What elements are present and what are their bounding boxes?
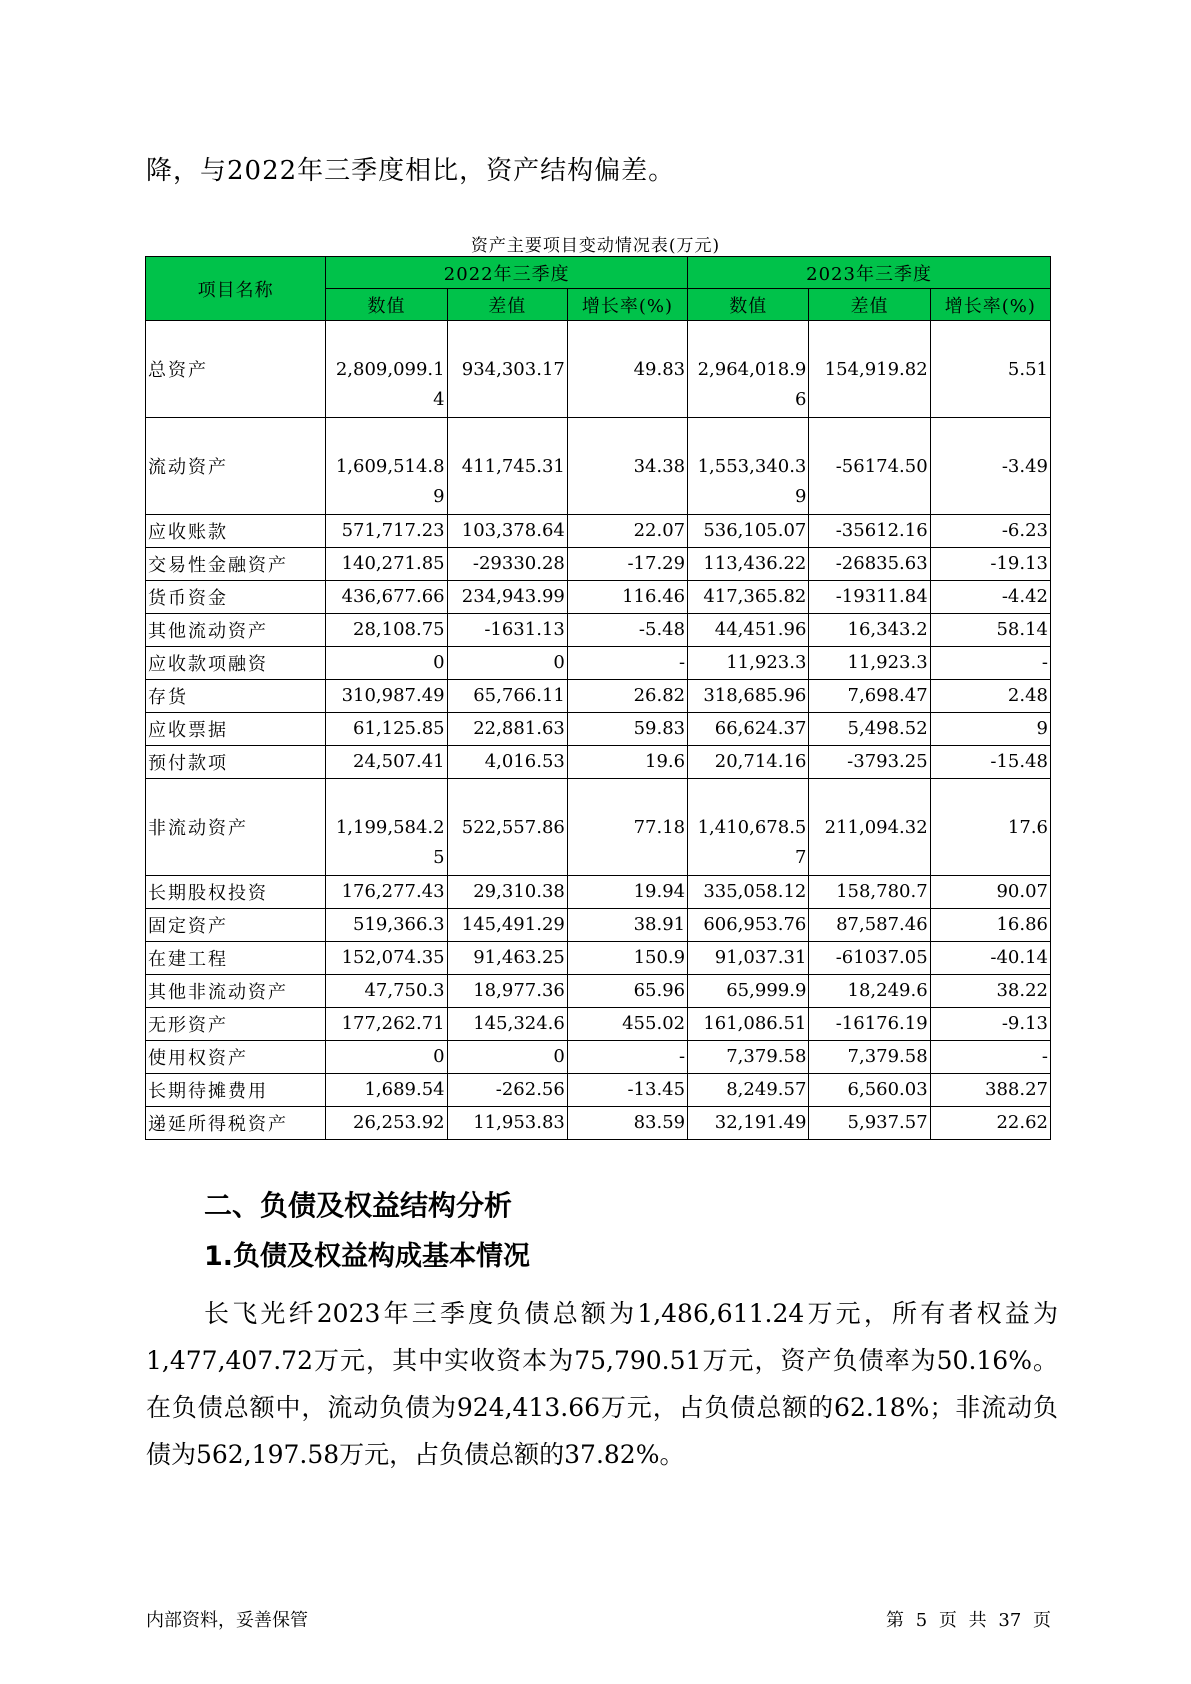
cell-growth-2022: -13.45: [567, 1074, 687, 1107]
cell-growth-2022: -17.29: [567, 548, 687, 581]
cell-growth-2022: 59.83: [567, 713, 687, 746]
cell-growth-2022: 34.38: [567, 418, 687, 515]
cell-growth-2022: 26.82: [567, 680, 687, 713]
cell-diff-2022: 145,324.6: [447, 1008, 567, 1041]
cell-value-2022: 310,987.49: [326, 680, 447, 713]
table-row: [146, 942, 1051, 975]
row-item-name: 应收票据: [146, 713, 326, 746]
row-item-name: 应收款项融资: [146, 647, 326, 680]
row-item-name: 递延所得税资产: [146, 1107, 326, 1140]
cell-growth-2023: 90.07: [930, 876, 1050, 909]
row-item-name: 其他非流动资产: [146, 975, 326, 1008]
cell-diff-2023: -26835.63: [809, 548, 930, 581]
cell-growth-2022: 19.94: [567, 876, 687, 909]
header-growth-2022: 增长率(%): [567, 289, 687, 321]
cell-value-2023: 7,379.58: [688, 1041, 809, 1074]
cell-value-2022: 176,277.43: [326, 876, 447, 909]
cell-value-2022: 1,199,584.25: [326, 779, 447, 876]
intro-text: 降，与2022年三季度相比，资产结构偏差。: [146, 156, 676, 186]
cell-growth-2023: 388.27: [930, 1074, 1050, 1107]
cell-diff-2023: 87,587.46: [809, 909, 930, 942]
table-row: [146, 975, 1051, 1008]
row-item-name: 固定资产: [146, 909, 326, 942]
cell-growth-2023: -40.14: [930, 942, 1050, 975]
cell-value-2023: 536,105.07: [688, 515, 809, 548]
header-period-2023: 2023年三季度: [688, 257, 1051, 289]
table-row: [146, 713, 1051, 746]
cell-diff-2022: 522,557.86: [447, 779, 567, 876]
table-row: [146, 680, 1051, 713]
table-row: [146, 548, 1051, 581]
cell-value-2023: 318,685.96: [688, 680, 809, 713]
cell-diff-2023: -19311.84: [809, 581, 930, 614]
table-title: 资产主要项目变动情况表(万元): [470, 236, 721, 256]
cell-growth-2023: -: [930, 647, 1050, 680]
cell-value-2022: 140,271.85: [326, 548, 447, 581]
cell-diff-2022: 4,016.53: [447, 746, 567, 779]
cell-growth-2023: 58.14: [930, 614, 1050, 647]
row-item-name: 长期待摊费用: [146, 1074, 326, 1107]
cell-value-2022: 571,717.23: [326, 515, 447, 548]
table-row: [146, 614, 1051, 647]
cell-diff-2022: 0: [447, 1041, 567, 1074]
cell-growth-2023: 2.48: [930, 680, 1050, 713]
body-paragraph: 长飞光纤2023年三季度负债总额为1,486,611.24万元，所有者权益为1,477,407.72万元，其中实收资本为75,790.51万元，资产负债率为50.16%。在负债总额中，流动负债为924,413.66万元，占负债总额的62.18%；非流动负债为562,197.58万元，占负债总额的37.82%。: [146, 1299, 1058, 1469]
cell-growth-2022: 83.59: [567, 1107, 687, 1140]
cell-value-2022: 1,609,514.89: [326, 418, 447, 515]
row-item-name: 货币资金: [146, 581, 326, 614]
cell-growth-2023: 22.62: [930, 1107, 1050, 1140]
cell-diff-2022: 234,943.99: [447, 581, 567, 614]
cell-value-2022: 28,108.75: [326, 614, 447, 647]
cell-growth-2023: 9: [930, 713, 1050, 746]
cell-growth-2022: 38.91: [567, 909, 687, 942]
cell-diff-2022: 145,491.29: [447, 909, 567, 942]
row-item-name: 使用权资产: [146, 1041, 326, 1074]
table-body: [146, 321, 1051, 1140]
cell-value-2022: 0: [326, 647, 447, 680]
cell-diff-2023: 7,379.58: [809, 1041, 930, 1074]
header-row-1: [146, 257, 1051, 289]
cell-diff-2022: 103,378.64: [447, 515, 567, 548]
subsection-heading: 1.负债及权益构成基本情况: [204, 1241, 531, 1272]
table-row: [146, 515, 1051, 548]
cell-value-2023: 2,964,018.96: [688, 321, 809, 418]
cell-growth-2022: 19.6: [567, 746, 687, 779]
cell-diff-2023: 7,698.47: [809, 680, 930, 713]
row-item-name: 预付款项: [146, 746, 326, 779]
cell-value-2022: 152,074.35: [326, 942, 447, 975]
cell-diff-2022: 11,953.83: [447, 1107, 567, 1140]
row-item-name: 总资产: [146, 321, 326, 418]
row-item-name: 在建工程: [146, 942, 326, 975]
cell-growth-2023: -9.13: [930, 1008, 1050, 1041]
cell-growth-2023: -3.49: [930, 418, 1050, 515]
cell-diff-2023: 158,780.7: [809, 876, 930, 909]
row-item-name: 应收账款: [146, 515, 326, 548]
header-diff-2022: 差值: [447, 289, 567, 321]
cell-growth-2022: 22.07: [567, 515, 687, 548]
cell-diff-2023: -35612.16: [809, 515, 930, 548]
footer-page-number: 第 5 页 共 37 页: [886, 1610, 1051, 1631]
row-item-name: 存货: [146, 680, 326, 713]
cell-diff-2023: 16,343.2: [809, 614, 930, 647]
cell-diff-2022: 65,766.11: [447, 680, 567, 713]
header-value-2023: 数值: [688, 289, 809, 321]
cell-growth-2022: 77.18: [567, 779, 687, 876]
table-row: [146, 581, 1051, 614]
cell-growth-2023: -15.48: [930, 746, 1050, 779]
cell-value-2023: 66,624.37: [688, 713, 809, 746]
cell-growth-2023: 38.22: [930, 975, 1050, 1008]
cell-diff-2023: 6,560.03: [809, 1074, 930, 1107]
cell-value-2022: 24,507.41: [326, 746, 447, 779]
cell-diff-2023: -3793.25: [809, 746, 930, 779]
cell-growth-2022: -: [567, 1041, 687, 1074]
cell-diff-2022: 934,303.17: [447, 321, 567, 418]
cell-value-2023: 113,436.22: [688, 548, 809, 581]
cell-diff-2023: -56174.50: [809, 418, 930, 515]
cell-value-2022: 177,262.71: [326, 1008, 447, 1041]
cell-value-2023: 606,953.76: [688, 909, 809, 942]
cell-growth-2022: 116.46: [567, 581, 687, 614]
table-row: [146, 1041, 1051, 1074]
cell-diff-2023: -16176.19: [809, 1008, 930, 1041]
table-row: [146, 418, 1051, 515]
cell-value-2023: 91,037.31: [688, 942, 809, 975]
cell-value-2022: 519,366.3: [326, 909, 447, 942]
cell-diff-2022: 29,310.38: [447, 876, 567, 909]
cell-diff-2023: 5,937.57: [809, 1107, 930, 1140]
cell-growth-2022: 150.9: [567, 942, 687, 975]
cell-growth-2022: -5.48: [567, 614, 687, 647]
header-diff-2023: 差值: [809, 289, 930, 321]
cell-diff-2022: 18,977.36: [447, 975, 567, 1008]
cell-growth-2023: 16.86: [930, 909, 1050, 942]
cell-growth-2023: -4.42: [930, 581, 1050, 614]
cell-value-2022: 61,125.85: [326, 713, 447, 746]
cell-value-2023: 1,410,678.57: [688, 779, 809, 876]
cell-growth-2022: 65.96: [567, 975, 687, 1008]
section-heading: 二、负债及权益结构分析: [204, 1189, 513, 1222]
cell-value-2023: 8,249.57: [688, 1074, 809, 1107]
cell-diff-2023: 154,919.82: [809, 321, 930, 418]
header-item-name: 项目名称: [146, 257, 326, 321]
cell-value-2022: 1,689.54: [326, 1074, 447, 1107]
cell-value-2023: 44,451.96: [688, 614, 809, 647]
cell-value-2023: 417,365.82: [688, 581, 809, 614]
table-row: [146, 1107, 1051, 1140]
cell-growth-2022: -: [567, 647, 687, 680]
table-row: [146, 321, 1051, 418]
cell-diff-2022: 411,745.31: [447, 418, 567, 515]
cell-value-2022: 0: [326, 1041, 447, 1074]
assets-change-table: [145, 256, 1051, 1140]
cell-value-2022: 436,677.66: [326, 581, 447, 614]
cell-growth-2023: -19.13: [930, 548, 1050, 581]
cell-diff-2023: 5,498.52: [809, 713, 930, 746]
cell-diff-2022: -29330.28: [447, 548, 567, 581]
table-row: [146, 647, 1051, 680]
cell-growth-2023: -: [930, 1041, 1050, 1074]
cell-growth-2022: 455.02: [567, 1008, 687, 1041]
cell-diff-2022: 22,881.63: [447, 713, 567, 746]
cell-value-2022: 47,750.3: [326, 975, 447, 1008]
header-growth-2023: 增长率(%): [930, 289, 1050, 321]
row-item-name: 无形资产: [146, 1008, 326, 1041]
cell-value-2022: 26,253.92: [326, 1107, 447, 1140]
cell-diff-2023: 211,094.32: [809, 779, 930, 876]
cell-diff-2022: 91,463.25: [447, 942, 567, 975]
cell-growth-2022: 49.83: [567, 321, 687, 418]
row-item-name: 非流动资产: [146, 779, 326, 876]
cell-diff-2023: -61037.05: [809, 942, 930, 975]
table-row: [146, 876, 1051, 909]
footer-confidential: 内部资料，妥善保管: [146, 1610, 308, 1631]
cell-diff-2022: -262.56: [447, 1074, 567, 1107]
cell-value-2022: 2,809,099.14: [326, 321, 447, 418]
cell-diff-2022: -1631.13: [447, 614, 567, 647]
row-item-name: 长期股权投资: [146, 876, 326, 909]
row-item-name: 交易性金融资产: [146, 548, 326, 581]
cell-growth-2023: 5.51: [930, 321, 1050, 418]
cell-growth-2023: 17.6: [930, 779, 1050, 876]
cell-value-2023: 161,086.51: [688, 1008, 809, 1041]
table-row: [146, 746, 1051, 779]
table-row: [146, 1074, 1051, 1107]
cell-value-2023: 335,058.12: [688, 876, 809, 909]
table-row: [146, 909, 1051, 942]
cell-growth-2023: -6.23: [930, 515, 1050, 548]
cell-value-2023: 11,923.3: [688, 647, 809, 680]
header-value-2022: 数值: [326, 289, 447, 321]
cell-diff-2023: 11,923.3: [809, 647, 930, 680]
cell-value-2023: 65,999.9: [688, 975, 809, 1008]
cell-value-2023: 1,553,340.39: [688, 418, 809, 515]
table-row: [146, 1008, 1051, 1041]
cell-value-2023: 20,714.16: [688, 746, 809, 779]
header-period-2022: 2022年三季度: [326, 257, 688, 289]
row-item-name: 流动资产: [146, 418, 326, 515]
table-row: [146, 779, 1051, 876]
cell-diff-2023: 18,249.6: [809, 975, 930, 1008]
row-item-name: 其他流动资产: [146, 614, 326, 647]
cell-value-2023: 32,191.49: [688, 1107, 809, 1140]
cell-diff-2022: 0: [447, 647, 567, 680]
